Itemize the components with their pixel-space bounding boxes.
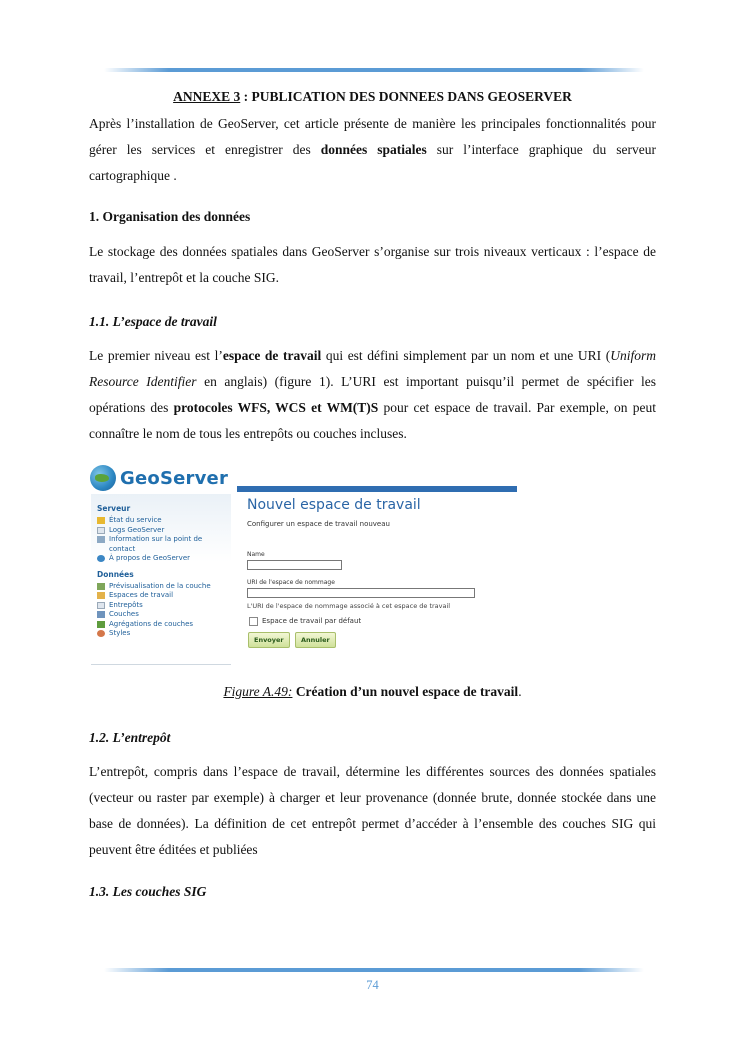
figure-caption: Figure A.49: Création d’un nouvel espace de travail. — [223, 684, 522, 699]
uri-label: URI de l'espace de nommage — [247, 579, 335, 586]
sidebar-item-styles[interactable]: Styles — [97, 629, 225, 639]
about-icon — [97, 555, 105, 562]
page-number: 74 — [366, 978, 379, 992]
annex-label: ANNEXE 3 — [173, 89, 241, 104]
uri-hint: L'URI de l'espace de nommage associé à cet espace de travail — [247, 602, 451, 610]
annex-title-text: : PUBLICATION DES DONNEES DANS GEOSERVER — [240, 89, 572, 104]
layer-group-icon — [97, 621, 105, 628]
sidebar-item-stores[interactable]: Entrepôts — [97, 601, 225, 611]
default-workspace-checkbox[interactable] — [249, 617, 258, 626]
folder-icon — [97, 592, 105, 599]
globe-icon — [90, 465, 116, 491]
sidebar-item-layer-groups[interactable]: Agrégations de couches — [97, 620, 225, 630]
section-1-2-heading: 1.2. L’entrepôt — [89, 730, 171, 745]
form-subtitle: Configurer un espace de travail nouveau — [247, 520, 390, 528]
name-label: Name — [247, 551, 265, 558]
section-1-heading: 1. Organisation des données — [89, 209, 251, 224]
section-1-1-paragraph: Le premier niveau est l’espace de travail qui est défini simplement par un nom et une URI (Uniform Resource Identifier en anglais) (figure 1). L’URI est important puisqu’il permet de spécifier les opérations des protocoles WFS, WCS et WM(T)S pour cet espace de travail. Par exemple, on peut connaître le nom de tous les entrepôts ou couches incluses. — [89, 348, 656, 441]
contact-icon — [97, 536, 105, 543]
caption-label: Figure A.49: — [223, 684, 293, 699]
caption-text: Création d’un nouvel espace de travail — [295, 684, 519, 699]
default-workspace-label: Espace de travail par défaut — [262, 617, 362, 625]
sidebar-item-about[interactable]: À propos de GeoServer — [97, 554, 225, 564]
sidebar-item-logs[interactable]: Logs GeoServer — [97, 526, 225, 536]
sidebar-item-layers[interactable]: Couches — [97, 610, 225, 620]
intro-paragraph: Après l’installation de GeoServer, cet article présente de manière les principales fonctionnalités pour gérer les services et enregistrer des données spatiales sur l’interface graphique du serveur cartographique . — [89, 116, 656, 183]
sidebar-section-server: Serveur — [97, 504, 131, 513]
uri-input[interactable] — [247, 588, 475, 598]
sidebar-item-contact[interactable]: Information sur la point de contact — [97, 535, 225, 554]
submit-button[interactable]: Envoyer — [248, 632, 290, 648]
section-1-paragraph: Le stockage des données spatiales dans GeoServer s’organise sur trois niveaux verticaux : l’espace de travail, l’entrepôt et la couche SIG. — [89, 244, 656, 285]
section-1-2-paragraph: L’entrepôt, compris dans l’espace de travail, détermine les différentes sources des données spatiales (vecteur ou raster par exemple) à charger et leur provenance (donnée brute, donnée stockée dans une base de données). La définition de cet entrepôt permet d’accéder à l’ensemble des couches SIG qui peuvent être éditées et publiées — [89, 764, 656, 857]
sidebar-section-data: Données — [97, 569, 134, 579]
sidebar-item-workspaces[interactable]: Espaces de travail — [97, 591, 225, 601]
workspace-form — [237, 492, 517, 668]
geoserver-logo: GeoServer — [90, 462, 228, 494]
annex-title — [0, 89, 745, 105]
store-icon — [97, 602, 105, 609]
sidebar-item-server-status[interactable]: État du service — [97, 516, 225, 526]
layers-icon — [97, 611, 105, 618]
styles-icon — [97, 630, 105, 637]
header-rule — [104, 68, 644, 72]
section-1-1-heading: 1.1. L’espace de travail — [89, 314, 217, 329]
section-1-3-heading: 1.3. Les couches SIG — [89, 884, 207, 899]
footer-rule — [104, 968, 644, 972]
log-icon — [97, 527, 105, 534]
geoserver-screenshot — [89, 460, 517, 668]
form-title: Nouvel espace de travail — [247, 497, 421, 513]
sidebar — [91, 494, 231, 665]
status-icon — [97, 517, 105, 524]
name-input[interactable] — [247, 560, 342, 570]
preview-icon — [97, 583, 105, 590]
cancel-button[interactable]: Annuler — [295, 632, 336, 648]
sidebar-item-layer-preview[interactable]: Prévisualisation de la couche — [97, 582, 225, 592]
